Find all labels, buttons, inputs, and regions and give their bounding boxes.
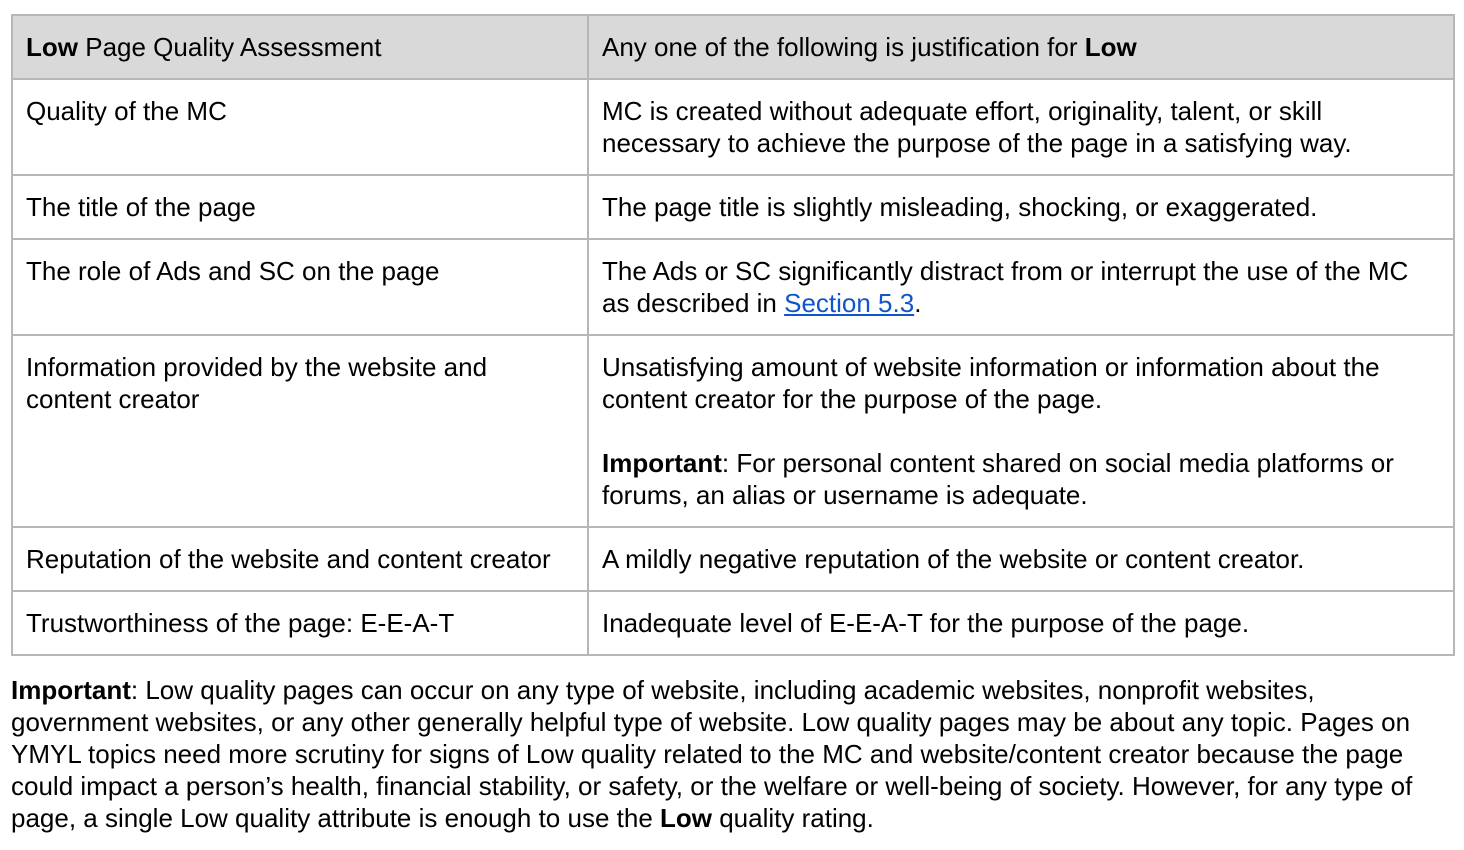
section-5-3-link[interactable]: Section 5.3 — [784, 288, 915, 318]
header-justification-low-bold: Low — [1084, 32, 1137, 62]
justification-cell: The page title is slightly misleading, shocking, or exaggerated. — [588, 175, 1454, 239]
table-row — [12, 175, 1454, 239]
paragraph-spacer — [602, 415, 1441, 447]
justification-cell: Inadequate level of E-E-A-T for the purpose of the page. — [588, 591, 1454, 655]
justification-cell — [588, 335, 1454, 527]
important-note — [602, 447, 1441, 511]
table-row — [12, 239, 1454, 335]
justification-cell: A mildly negative reputation of the website or content creator. — [588, 527, 1454, 591]
justification-cell: MC is created without adequate effort, originality, talent, or skill necessary to achieve the purpose of the page in a satisfying way. — [588, 79, 1454, 175]
justification-text: The Ads or SC significantly distract from or interrupt the use of the MC as described in — [602, 256, 1409, 318]
criterion-cell: The title of the page — [12, 175, 588, 239]
important-label: Important — [602, 448, 722, 478]
criterion-cell: The role of Ads and SC on the page — [12, 239, 588, 335]
header-cell-criterion — [12, 15, 588, 79]
header-justification-text: Any one of the following is justification for — [602, 32, 1085, 62]
criterion-cell: Reputation of the website and content creator — [12, 527, 588, 591]
justification-suffix: . — [914, 288, 922, 318]
low-quality-assessment-table — [11, 14, 1455, 656]
footer-low-bold: Low — [660, 803, 712, 833]
footer-note-text: : Low quality pages can occur on any type of website, including academic websites, nonprofit websites, government websites, or any other generally helpful type of website. Low quality pages may be about any topic. Pages on YMYL topics need more scrutiny for signs of Low quality related to the MC and website/content creator because the page could impact a person’s health, financial stability, or safety, or the welfare or well-being of society. However, for any type of page, a single Low quality attribute is enough to use the — [11, 675, 1413, 833]
table-header-row — [12, 15, 1454, 79]
important-footer-note — [11, 674, 1453, 834]
justification-text: Unsatisfying amount of website information or information about the content creator for the purpose of the page. — [602, 352, 1380, 414]
footer-important-label: Important — [11, 675, 131, 705]
table-row — [12, 591, 1454, 655]
table-row — [12, 335, 1454, 527]
table-row — [12, 527, 1454, 591]
header-criterion-text: Page Quality Assessment — [78, 32, 382, 62]
header-low-bold: Low — [26, 32, 78, 62]
important-note-text: : For personal content shared on social media platforms or forums, an alias or username is adequate. — [602, 448, 1394, 510]
criterion-cell: Quality of the MC — [12, 79, 588, 175]
criterion-cell: Trustworthiness of the page: E-E-A-T — [12, 591, 588, 655]
justification-cell — [588, 239, 1454, 335]
footer-note-tail: quality rating. — [712, 803, 874, 833]
table-row — [12, 79, 1454, 175]
header-cell-justification — [588, 15, 1454, 79]
criterion-cell: Information provided by the website and content creator — [12, 335, 588, 527]
